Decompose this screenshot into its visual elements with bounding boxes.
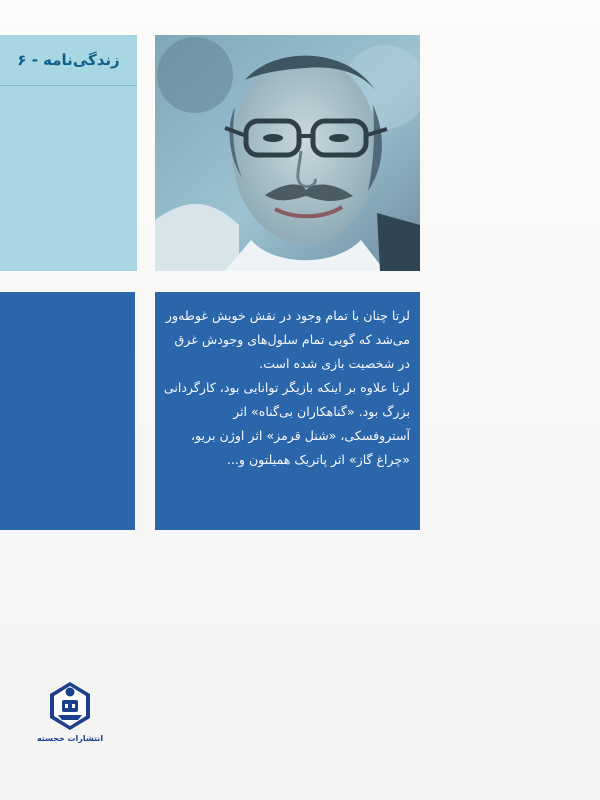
publisher-logo-icon — [44, 680, 96, 732]
blurb-paragraph-2: لرتا علاوه بر اینکه بازیگر توانایی بود، کارگردانی بزرگ بود. «گناهکاران بی‌گناه» اثر آستروفسکی، «شنل قرمز» اثر اوژن بریو، «چراغ گاز» اثر پاتریک همیلتون و... — [163, 380, 410, 467]
series-box — [0, 35, 137, 271]
author-portrait-image — [155, 35, 420, 271]
blurb-paragraph-1: لرتا چنان با تمام وجود در نقش خویش غوطه‌ور می‌شد که گویی تمام سلول‌های وجودش غرق در شخصیت بازی شده است. — [165, 308, 410, 371]
left-blue-panel — [0, 292, 135, 530]
author-photo — [155, 35, 420, 271]
publisher-name: انتشارات خجسته — [36, 734, 104, 743]
publisher-logo — [36, 680, 104, 750]
blurb-panel — [155, 292, 420, 530]
series-label: زندگی‌نامه - ۶ — [0, 35, 137, 86]
